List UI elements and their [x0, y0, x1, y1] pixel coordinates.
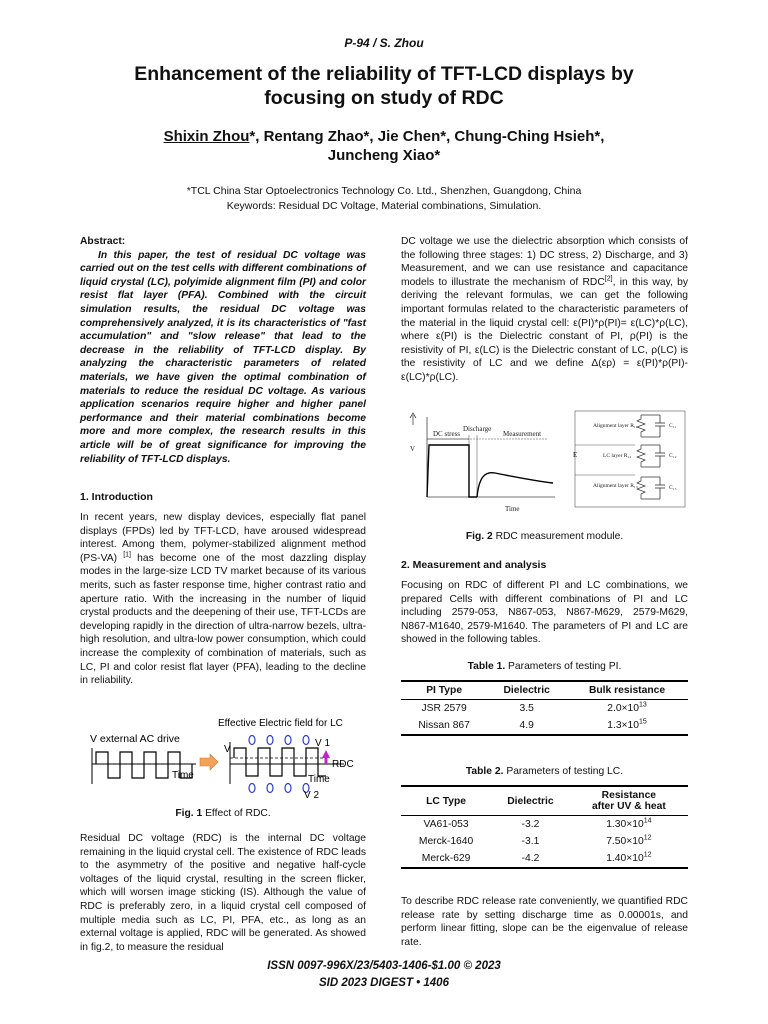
right-para-ref: [2] [604, 275, 613, 283]
fig2-resistors [637, 415, 645, 499]
fig1-time-label-1: Time [172, 770, 194, 781]
fig2-diagram [405, 405, 690, 517]
author-list [90, 127, 678, 165]
affiliation: *TCL China Star Optoelectronics Technology Co. Ltd., Shenzhen, Guangdong, China [186, 185, 582, 197]
fig1-effective-label: Effective Electric field for LC [218, 718, 343, 729]
fig2-discharge-label: Discharge [463, 425, 492, 433]
table1-header: Bulk resistance [566, 681, 688, 700]
table2 [401, 785, 688, 869]
table-cell: $7.50\times 10^{12}$ [606, 834, 652, 847]
fig1-v2-label: V 2 [304, 790, 320, 801]
table-cell: $2.0\times 10^{13}$ [607, 701, 647, 714]
first-author: Shixin Zhou [163, 128, 250, 145]
right-para-text-a: DC voltage we use the dielectric absorption which consists of the following three stages: 1) DC stress, 2) Discharge, and 3) Measurement, and we can use resistance and capacitance models to illustrate the mechanism of RDC [401, 236, 688, 288]
fig1-time-label-2: Time [308, 774, 330, 785]
fig2-caption-num: Fig. 2 [465, 531, 493, 542]
fig2-time-label: Time [505, 505, 520, 513]
fig2-lc-label: LC layer R₁₂ [603, 453, 632, 459]
fig1-lc-molecules-bottom [249, 784, 309, 793]
final-paragraph: To describe RDC release rate conveniently, we quantified RDC release rate by setting discharge time as 0.00001s, and perform linear fitting, slope can be the eigenvalue of release rate. [401, 896, 688, 948]
table-row [401, 816, 688, 834]
keywords: Keywords: Residual DC Voltage, Material combinations, Simulation. [226, 200, 542, 212]
section2-paragraph: Focusing on RDC of different PI and LC combinations, we prepared Cells with different combinations of PI and LC including 2579-053, N867-053, N867-M629, 2579-M629, N867-M1640, 2579-M1640. The parameters of PI and LC are showed in the following tables. [401, 580, 688, 646]
running-header: P-94 / S. Zhou [344, 36, 424, 50]
table2-header: Dielectric [491, 786, 570, 816]
fig2-caption-text: RDC measurement module. [492, 531, 624, 542]
table2-header: Resistance after UV & heat [570, 786, 688, 816]
table2-caption-text: Parameters of testing LC. [503, 766, 624, 777]
intro-heading: 1. Introduction [80, 491, 153, 503]
right-para-text-b: , in this way, by deriving the relevant formulas, we can get the following important formulas related to the characteristic parameters of the material in the liquid crystal cell: ε(PI)*ρ(PI)= ε(LC)*ρ(LC), where ε(PI) is the Dielectric constant of PI, ρ(PI) is the resistivity of PI, ε(LC) is the Dielectric constant of LC, ρ(LC) is the resistivity of LC and we define Δ(ερ) = ε(PI)*ρ(PI)-ε(LC)*ρ(LC). [401, 276, 688, 383]
section2-heading: 2. Measurement and analysis [401, 559, 547, 571]
title-line-2: focusing on study of RDC [264, 87, 504, 109]
table-row [401, 833, 688, 850]
right-paragraph-1 [401, 235, 688, 385]
table-row [401, 850, 688, 868]
fig1-rdc-arrow-icon [322, 750, 330, 764]
rdc-paragraph: Residual DC voltage (RDC) is the internal DC voltage remaining in the liquid crystal cell. The existence of RDC leads to the asymmetry of the positive and negative half-cycle voltages of the liquid crystal, resulting in the screen flicker, which will worsen image sticking (IS). Although the value of RDC is preferably zero, in a liquid crystal cell composed of multiple media such as LC, PI, PFA, etc., as long as an external voltage is applied, RDC will be generated. As showed in fig.2, to measure the residual [80, 833, 366, 953]
table1-caption-num: Table 1. [467, 661, 506, 672]
footer-issn: ISSN 0097-996X/23/5403-1406-$1.00 © 2023 [267, 960, 501, 972]
table2-header: LC Type [401, 786, 491, 816]
fig2-pulse [427, 445, 477, 497]
table-cell: -4.2 [491, 850, 570, 868]
intro-text-b: has become one of the most dazzling display modes in the large-size LCD TV market because of its various merits, such as faster response time, higher contrast ratio and aperture ratio. With the increasing in the number of liquid crystal products and the deepening of their use, TFT-LCDs are developing rapidly in the direction of ultra-narrow bezels, ultra-high resolution, and ultra-low power consumption, which could increase the complexity of combination of materials, such as LC, PI and color resist flat layer (PFA), leading to the decline in reliability. [80, 552, 366, 687]
table-cell: $1.3\times 10^{15}$ [566, 717, 688, 735]
fig1-v1-label: V 1 [315, 738, 331, 749]
fig1-caption-text: Effect of RDC. [202, 808, 271, 819]
fig1-lc-molecules-top [249, 736, 309, 745]
table1-caption [401, 660, 688, 674]
abstract [80, 235, 366, 466]
fig2-c1-label: C₁₁ [669, 423, 677, 429]
fig1-caption-num: Fig. 1 [175, 808, 203, 819]
fig1-arrow-icon [200, 754, 218, 770]
intro-ref: [1] [123, 551, 131, 559]
fig2-recovery-curve [477, 473, 553, 497]
table-cell: VA61-053 [423, 819, 469, 830]
title-line-1: Enhancement of the reliability of TFT-LCD displays by [134, 63, 634, 85]
fig2-c3-label: C₁₃ [669, 485, 677, 491]
table-cell: $1.40\times 10^{12}$ [570, 850, 688, 868]
table-cell: Merck-629 [401, 850, 491, 868]
table-cell: -3.1 [521, 836, 540, 847]
table-cell: -3.2 [521, 819, 540, 830]
fig1-effective-wave [234, 748, 326, 776]
abstract-heading: Abstract: [80, 236, 126, 247]
table-cell: $1.30\times 10^{14}$ [606, 817, 652, 830]
table1-caption-text: Parameters of testing PI. [505, 661, 622, 672]
table-cell: 4.9 [487, 717, 566, 735]
authors-line-2: Juncheng Xiao* [327, 147, 441, 164]
fig2-align2-label: Alignment layer R₁₃ [593, 483, 638, 489]
fig1-caption [80, 807, 366, 821]
fig1-v-label: V [224, 744, 231, 755]
intro-paragraph [80, 511, 366, 688]
fig2-align1-label: Alignment layer R₁₁ [593, 423, 638, 429]
fig2-c2-label: C₁₂ [669, 453, 677, 459]
affiliation-block [60, 184, 708, 214]
fig1-rdc-label: RDC [332, 759, 354, 770]
table-row [401, 717, 688, 735]
table1-header: PI Type [401, 681, 487, 700]
table-cell: 3.5 [519, 703, 534, 714]
fig2-dcstress-label: DC stress [433, 430, 461, 438]
paper-title [60, 62, 708, 110]
fig2-caption [401, 530, 688, 544]
table2-caption [401, 765, 688, 779]
other-authors: *, Rentang Zhao*, Jie Chen*, Chung-Ching Hsieh*, [249, 128, 605, 145]
intro-text-a: In recent years, new display devices, especially flat panel displays (FPDs) led by TFT-LCD, have aroused widespread interest. Among them, polymer-stabilized alignment method (PS-VA) [80, 512, 366, 564]
table1-header: Dielectric [487, 681, 566, 700]
table-cell: Merck-1640 [418, 836, 474, 847]
fig2-measurement-label: Measurement [503, 430, 542, 438]
table1 [401, 680, 688, 736]
table-cell: JSR 2579 [421, 703, 467, 714]
fig2-e-label: E [573, 451, 578, 459]
fig1-external-label: V external AC drive [90, 733, 180, 745]
table-row [401, 700, 688, 718]
table-cell: Nissan 867 [401, 717, 487, 735]
fig2-v-label: V [410, 445, 416, 453]
fig1-diagram [86, 712, 376, 804]
table2-caption-num: Table 2. [465, 766, 504, 777]
footer-digest: SID 2023 DIGEST • 1406 [319, 977, 449, 989]
abstract-body: In this paper, the test of residual DC voltage was carried out on the test cells with different combinations of liquid crystal (LC), polyimide alignment film (PI) and color resist flat layer (PFA). Combined with the circuit simulation results, the residual DC voltage was comprehensively analyzed, it is its characteristics of "fast accumulation" and "slow release" that lead to the decrease in the reliability of TFT-LCD display. By analyzing the characteristic parameters of related materials, we have given the optimal combination of materials to reduce the residual DC voltage. As various application scenarios require higher and higher panel performance and their material combinations become more and more complex, the research results in this article will be of great significance for improving the reliability of TFT-LCD displays. [80, 249, 366, 465]
